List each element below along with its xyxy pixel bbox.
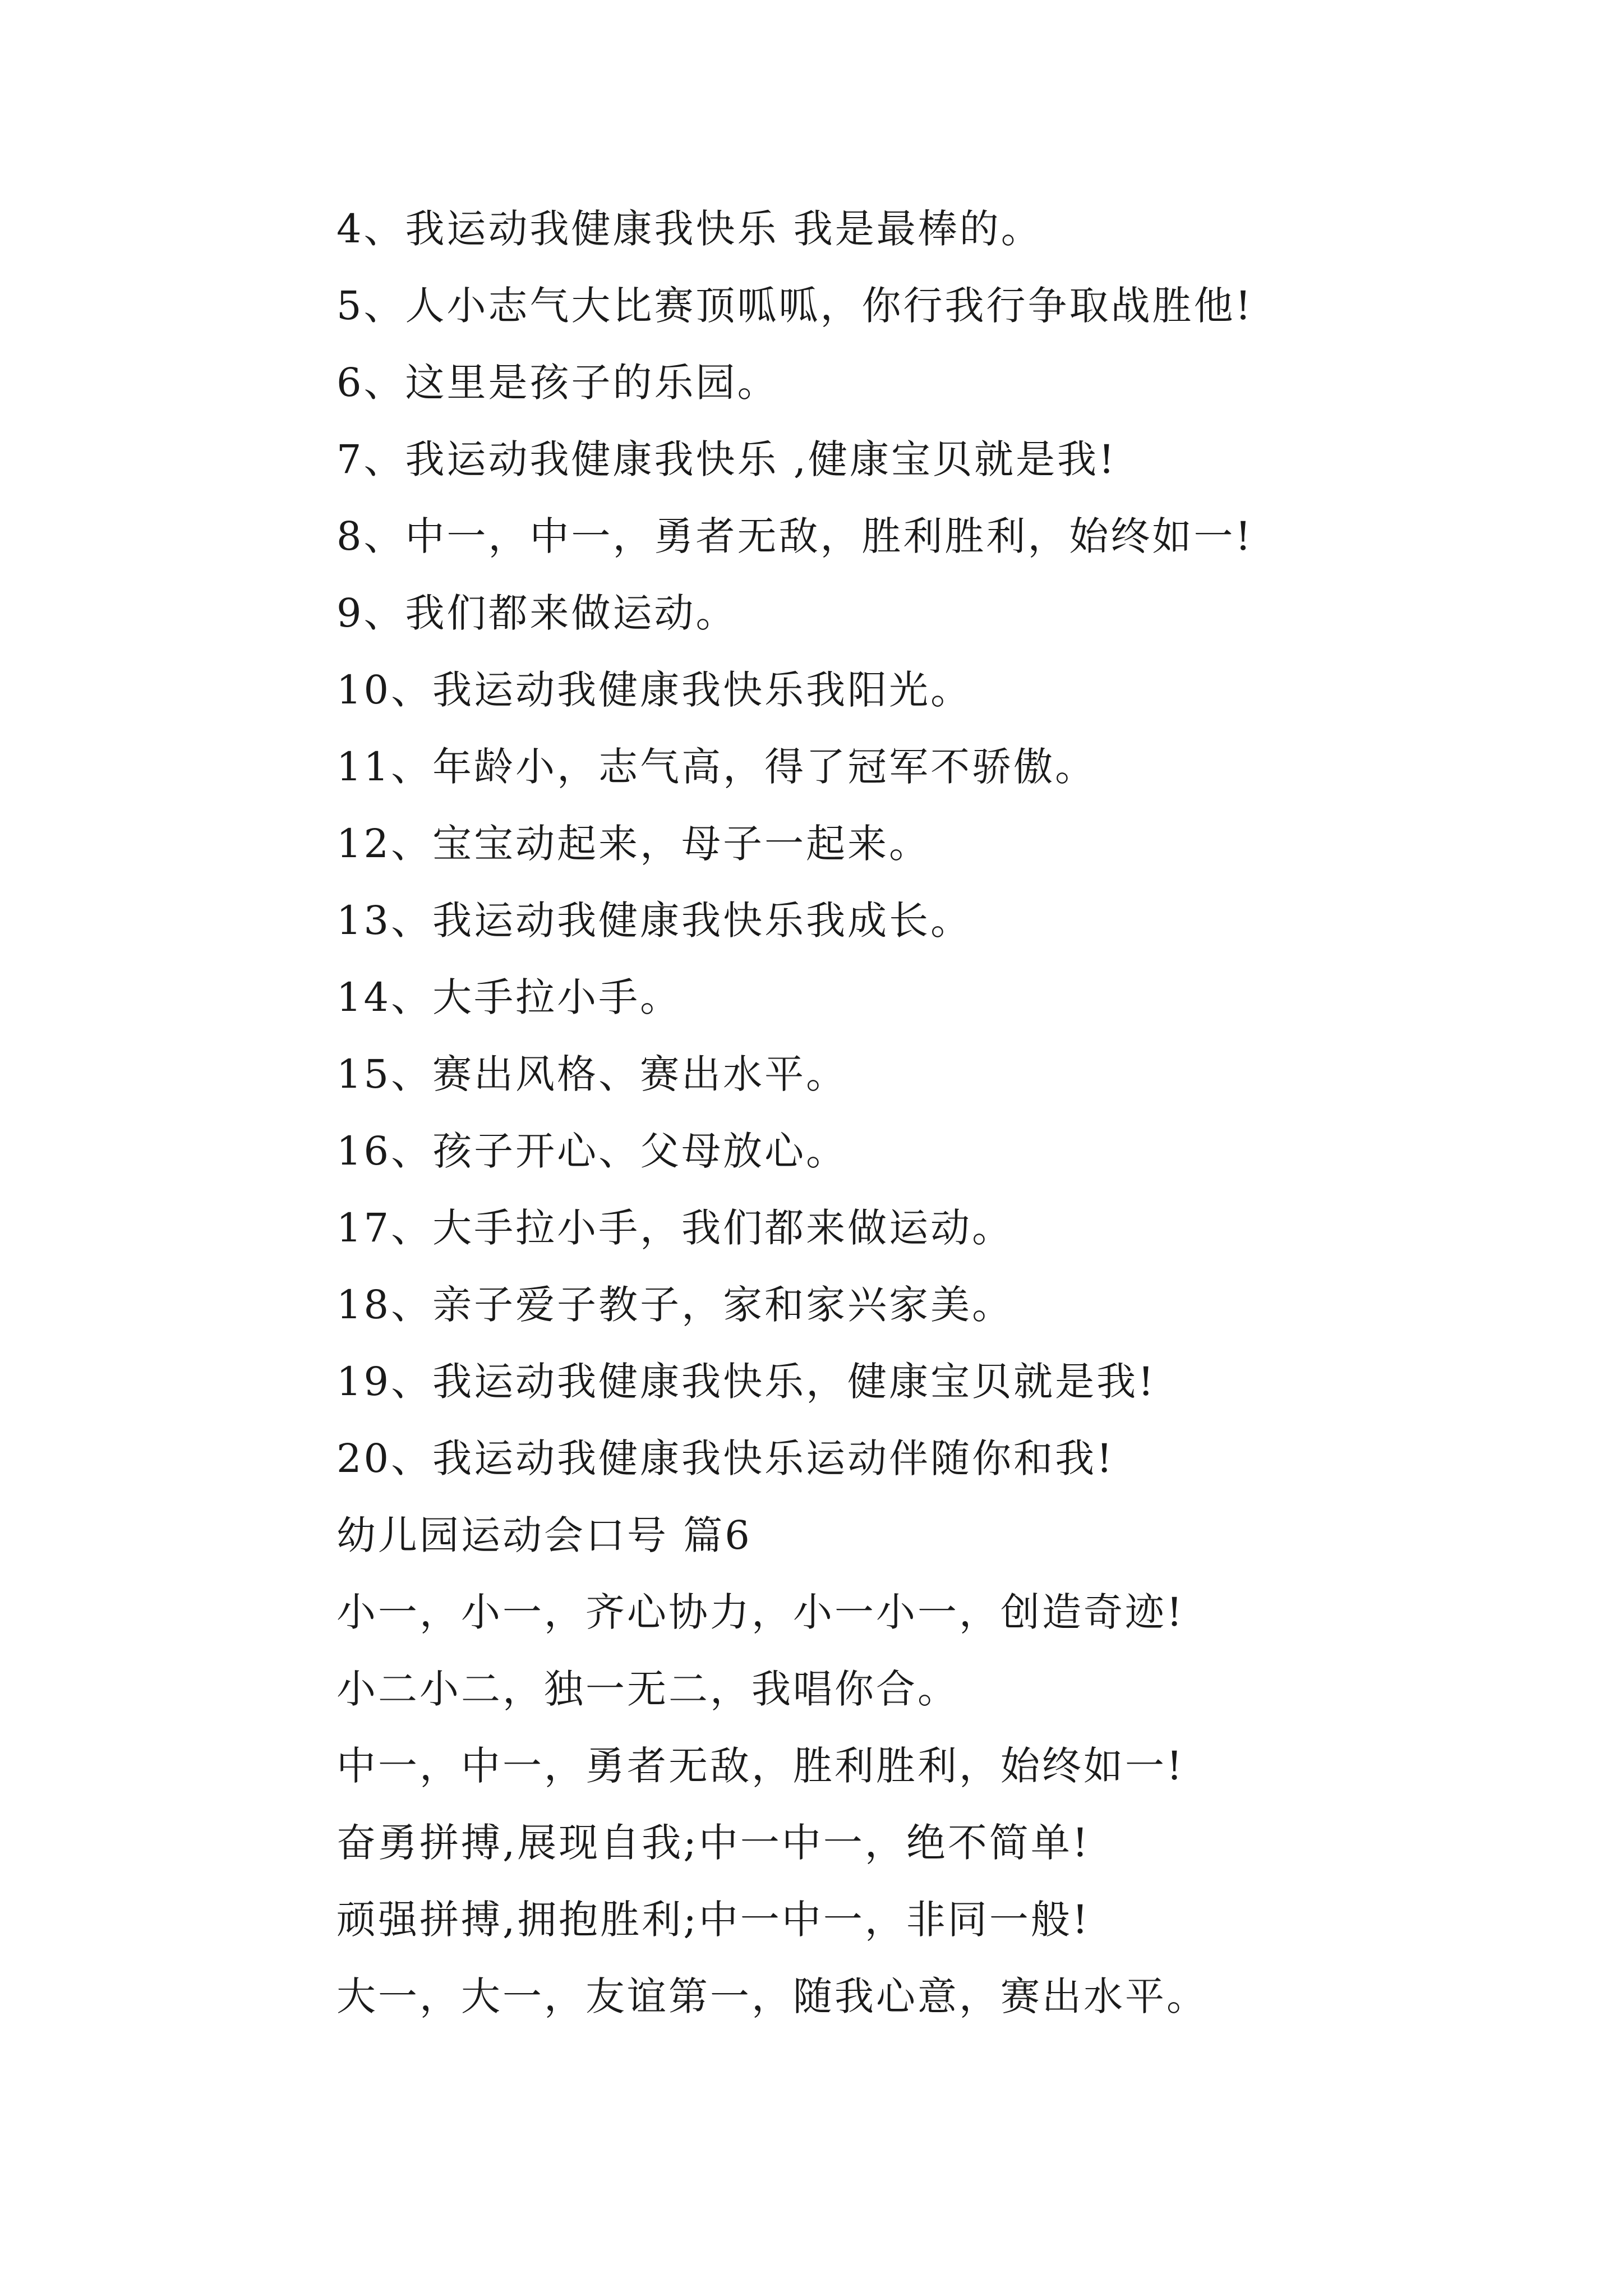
section-heading: 幼儿园运动会口号 篇6 [336,1512,752,1558]
text-line: 中一，中一，勇者无敌，胜利胜利，始终如一! [336,1743,1185,1789]
text-line: 6、这里是孩子的乐园。 [336,360,779,406]
text-line: 18、亲子爱子教子，家和家兴家美。 [336,1282,1014,1328]
text-body [336,191,1542,2035]
text-line: 13、我运动我健康我快乐我成长。 [336,898,972,944]
text-line: 小二小二，独一无二，我唱你合。 [336,1666,959,1712]
text-line: 19、我运动我健康我快乐，健康宝贝就是我! [336,1359,1156,1405]
text-line: 5、人小志气大比赛顶呱呱，你行我行争取战胜他! [336,283,1253,329]
text-line: 7、我运动我健康我快乐 ,健康宝贝就是我! [336,436,1117,482]
text-line: 17、大手拉小手，我们都来做运动。 [336,1205,1014,1251]
text-line: 8、中一，中一，勇者无敌，胜利胜利，始终如一! [336,513,1253,559]
text-line: 20、我运动我健康我快乐运动伴随你和我! [336,1435,1115,1481]
text-line: 4、我运动我健康我快乐 我是最棒的。 [336,206,1043,252]
text-line: 顽强拼搏,拥抱胜利;中一中一，非同一般! [336,1897,1090,1943]
text-line: 大一，大一，友谊第一，随我心意，赛出水平。 [336,1973,1208,2019]
text-line: 16、孩子开心、父母放心。 [336,1128,848,1174]
text-line: 12、宝宝动起来，母子一起来。 [336,821,931,867]
text-line: 10、我运动我健康我快乐我阳光。 [336,667,972,713]
text-line: 15、赛出风格、赛出水平。 [336,1051,848,1097]
text-line: 小一，小一，齐心协力，小一小一，创造奇迹! [336,1589,1185,1635]
text-line: 奋勇拼搏,展现自我;中一中一，绝不简单! [336,1820,1090,1866]
text-line: 14、大手拉小手。 [336,974,682,1020]
text-line: 11、年龄小，志气高，得了冠军不骄傲。 [336,744,1097,790]
text-line: 9、我们都来做运动。 [336,590,737,636]
